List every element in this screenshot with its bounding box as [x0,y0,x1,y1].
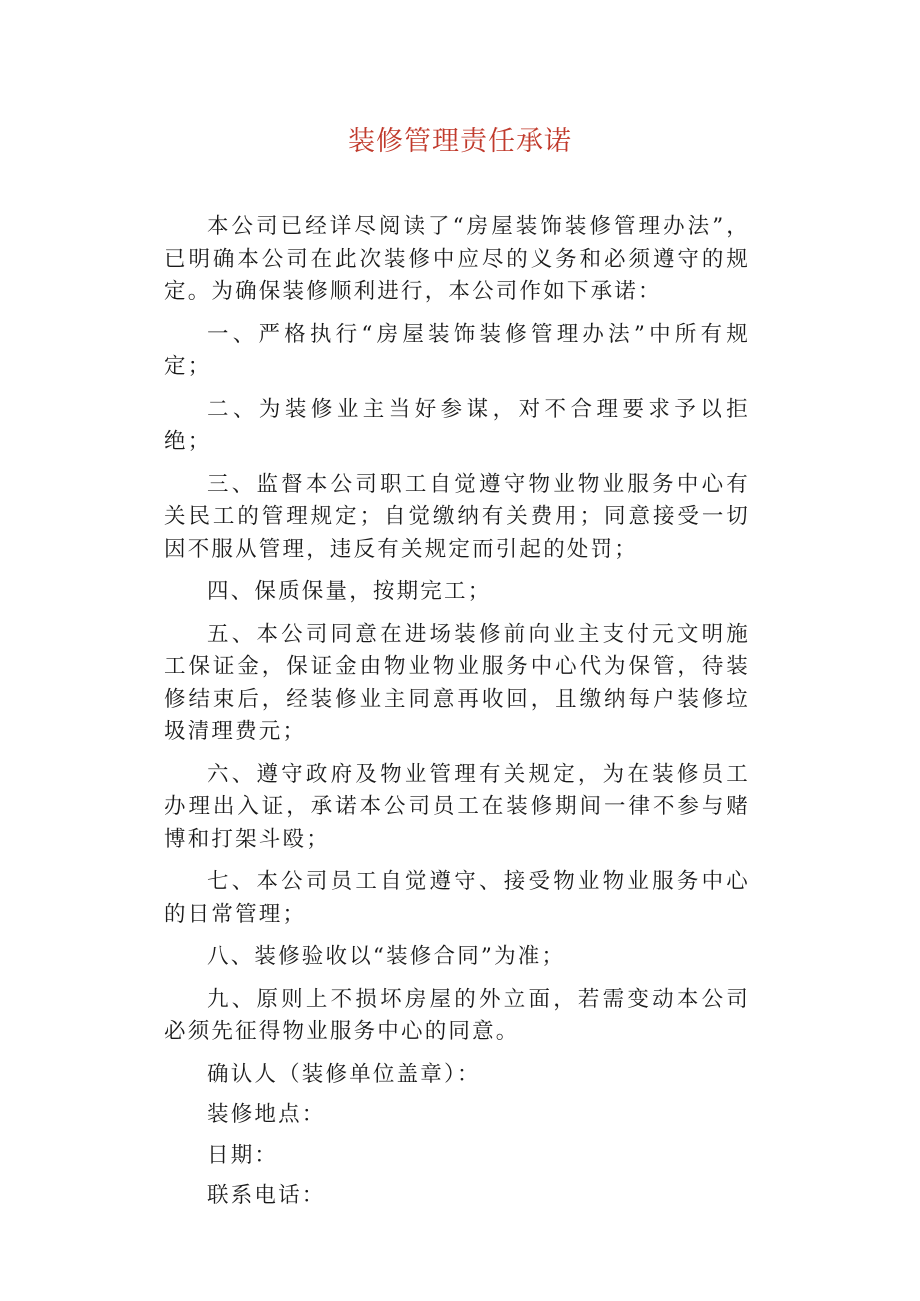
document-body [164,211,750,1221]
commitment-item-9: 九、原则上不损坏房屋的外立面，若需变动本公司必须先征得物业服务中心的同意。 [164,986,750,1044]
commitment-item-6: 六、遵守政府及物业管理有关规定，为在装修员工办理出入证，承诺本公司员工在装修期间一律不参与赌博和打架斗殴； [164,761,750,852]
commitment-item-7: 七、本公司员工自觉遵守、接受物业物业服务中心的日常管理； [164,869,750,927]
commitment-item-8: 八、装修验收以“装修合同”为准； [207,944,566,969]
commitment-item-4: 四、保质保量，按期完工； [207,579,492,604]
intro-paragraph: 本公司已经详尽阅读了“房屋装饰装修管理办法”，已明确本公司在此次装修中应尽的义务和必须遵守的规定。为确保装修顺利进行，本公司作如下承诺： [164,214,750,304]
location-field: 装修地点： [207,1102,326,1127]
commitment-item-1: 一、严格执行“房屋装饰装修管理办法”中所有规定； [164,321,750,379]
date-field: 日期： [207,1142,279,1168]
confirmer-field: 确认人（装修单位盖章）： [207,1061,481,1087]
document-title: 装修管理责任承诺 [348,126,572,157]
commitment-item-5: 五、本公司同意在进场装修前向业主支付元文明施工保证金，保证金由物业物业服务中心代为保管，待装修结束后，经装修业主同意再收回，且缴纳每户装修垃圾清理费元； [164,621,750,744]
commitment-item-3: 三、监督本公司职工自觉遵守物业物业服务中心有关民工的管理规定；自觉缴纳有关费用；同意接受一切因不服从管理，违反有关规定而引起的处罚； [164,471,750,562]
phone-field: 联系电话： [207,1183,326,1208]
commitment-item-2: 二、为装修业主当好参谋，对不合理要求予以拒绝； [164,396,750,454]
